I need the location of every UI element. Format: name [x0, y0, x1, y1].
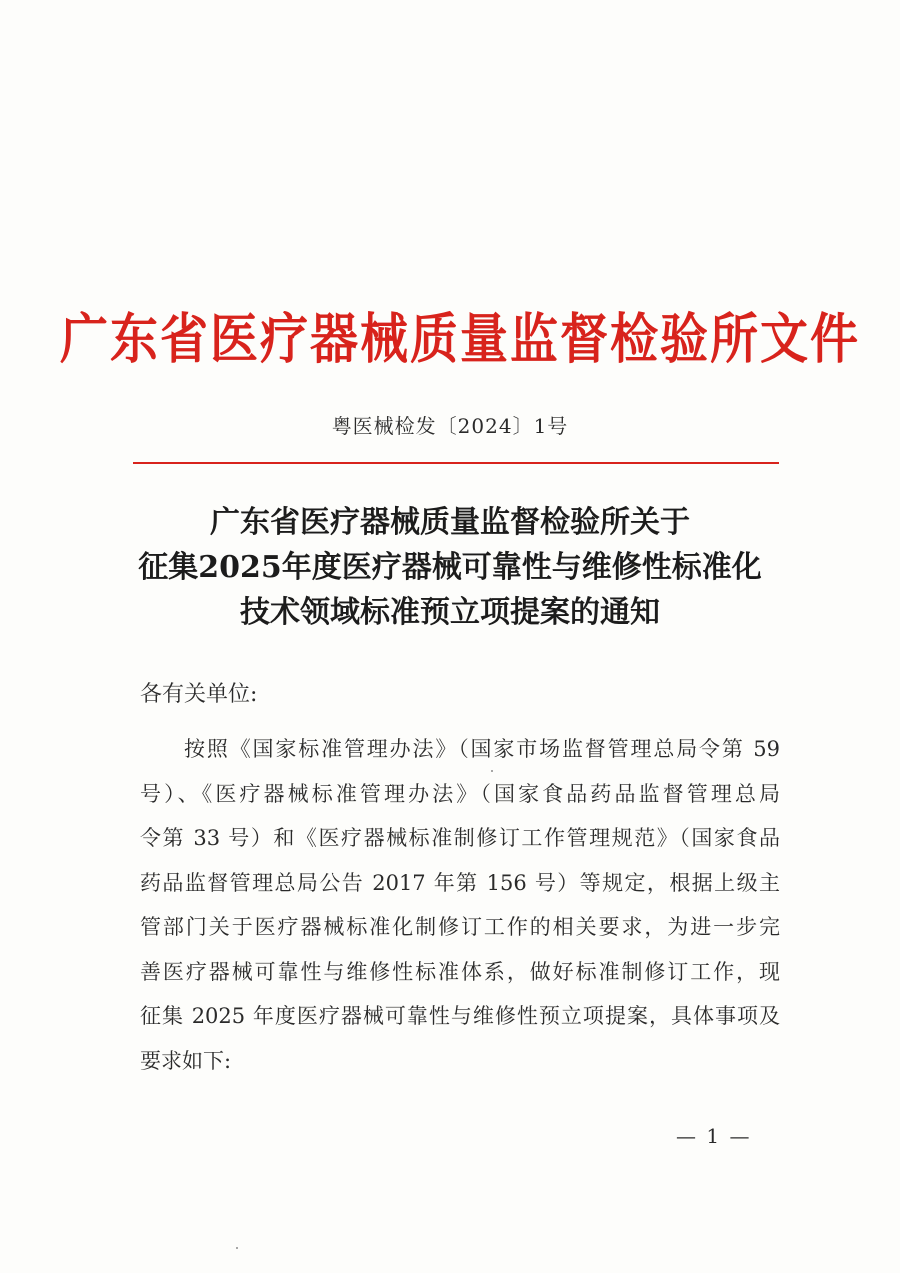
- body-line-6: 善医疗器械可靠性与维修性标准体系，做好标准制修订工作，现: [140, 959, 780, 984]
- body-line-1: 按照《国家标准管理办法》（国家市场监督管理总局令第 59: [184, 737, 780, 761]
- document-number: 粤医械检发〔2024〕1号: [331, 414, 569, 438]
- body-line-4: 药品监督管理总局公告 2017 年第 156 号）等规定，根据上级主: [140, 870, 780, 895]
- body-line-5: 管部门关于医疗器械标准化制修订工作的相关要求，为进一步完: [140, 915, 780, 939]
- notice-title-line-1: 广东省医疗器械质量监督检验所关于: [210, 505, 690, 540]
- scan-speck: [236, 1247, 238, 1249]
- notice-title: [0, 500, 900, 635]
- body-paragraph: [140, 727, 780, 1083]
- scan-speck: [491, 770, 493, 772]
- page-number: — 1 —: [676, 1124, 752, 1148]
- red-divider-line: [133, 462, 779, 464]
- notice-title-line-3: 技术领域标准预立项提案的通知: [240, 595, 660, 630]
- salutation: 各有关单位:: [140, 682, 258, 707]
- body-line-8: 要求如下:: [140, 1048, 232, 1073]
- body-line-7: 征集 2025 年度医疗器械可靠性与维修性预立项提案，具体事项及: [140, 1004, 780, 1028]
- organization-header-title: 广东省医疗器械质量监督检验所文件: [60, 308, 861, 372]
- body-line-3: 令第 33 号）和《医疗器械标准制修订工作管理规范》（国家食品: [140, 826, 780, 850]
- body-line-2: 号）、《医疗器械标准管理办法》（国家食品药品监督管理总局: [140, 781, 780, 806]
- notice-title-line-2: 征集2025年度医疗器械可靠性与维修性标准化: [138, 550, 762, 585]
